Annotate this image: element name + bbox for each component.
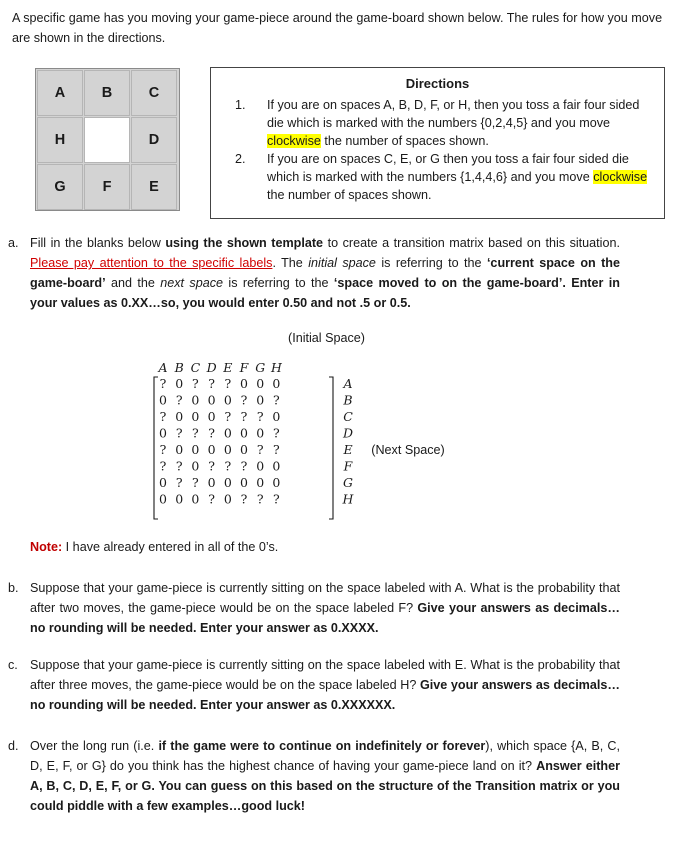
question-a — [8, 233, 620, 317]
matrix-cell: ? — [224, 458, 232, 474]
matrix-row-header: B — [343, 392, 353, 408]
matrix-cell: 0 — [207, 392, 216, 408]
board-cell-a: A — [37, 70, 83, 116]
matrix-cell: 0 — [159, 392, 167, 408]
matrix-cell: ? — [256, 442, 264, 457]
matrix-row-header: F — [343, 458, 353, 474]
question-c — [8, 655, 620, 719]
question-a-text: Fill in the blanks below using the shown template to create a transition matrix based on this situation. Please pay attention to the specific labels. The initial space is referring to the ‘current space on the game-board’ and the next space is referring to the ‘space moved to on the game-board’. Enter in your values as 0.XX…so, you would enter 0.50 and not .5 or 0.5. — [30, 236, 621, 310]
matrix-cell: ? — [273, 392, 280, 408]
matrix-cell: ? — [240, 392, 248, 408]
matrix-cell: 0 — [256, 376, 265, 391]
question-label: d. — [8, 739, 19, 753]
matrix-cell: 0 — [175, 442, 184, 457]
matrix-cell: ? — [175, 475, 183, 490]
matrix-row-header: C — [343, 409, 353, 424]
matrix-cell: 0 — [223, 392, 232, 408]
question-b-text: Suppose that your game-piece is currently sitting on the space labeled with A. What is the probability that after two moves, the game-piece would be on the space labeled F? Give your answers as decimals…no rounding will be needed. Enter your answer as 0.XXXX. — [30, 581, 620, 635]
matrix-cell: ? — [159, 442, 167, 457]
matrix-cell: 0 — [223, 442, 232, 457]
matrix-cell: 0 — [175, 376, 184, 391]
matrix-cell: 0 — [272, 376, 281, 391]
matrix-cell: 0 — [207, 442, 216, 457]
matrix-cell: ? — [159, 458, 167, 474]
matrix-cell: 0 — [240, 442, 248, 457]
matrix-cell: 0 — [191, 409, 200, 424]
matrix-col-header: B — [174, 360, 184, 375]
matrix-cell: ? — [256, 491, 264, 507]
matrix-cell: ? — [224, 409, 232, 424]
note-label: Note: — [30, 540, 63, 554]
directions-title: Directions — [405, 76, 470, 91]
matrix-cell: 0 — [207, 409, 216, 424]
question-b — [8, 578, 620, 642]
matrix-col-header: A — [158, 360, 168, 375]
directions-item-2 — [235, 150, 650, 204]
note — [30, 540, 278, 554]
next-space-label: (Next Space) — [371, 443, 445, 457]
directions-item-text: If you are on spaces A, B, D, F, or H, then you toss a fair four sided die which is marked with the numbers {0,2,4,5} and you move clockwise the number of spaces shown. — [267, 98, 640, 148]
matrix-cell: ? — [240, 491, 248, 507]
matrix-cell: 0 — [191, 458, 200, 474]
intro-text: A specific game has you moving your game-piece around the game-board shown below. The rules for how you move are shown in the directions. — [12, 11, 663, 45]
directions-list — [235, 96, 650, 204]
matrix-cell: ? — [208, 491, 215, 507]
matrix-cell: 0 — [175, 491, 184, 507]
matrix-row-header: G — [343, 475, 353, 490]
note-text: I have already entered in all of the 0’s. — [62, 540, 279, 554]
transition-matrix — [150, 356, 460, 526]
question-d-text: Over the long run (i.e. if the game were to continue on indefinitely or forever), which space {A, B, C, D, E, F, or G} do you think has the highest chance of having your game-piece land on it? Answer either A, B, C, D, E, F, or G. You can guess on this based on the structure of the Transition matrix or you could piddle with a few examples…good luck! — [30, 739, 620, 813]
matrix-cell: 0 — [256, 392, 265, 408]
board-cell-e: E — [131, 164, 177, 210]
matrix-cell: ? — [208, 425, 215, 441]
question-c-text: Suppose that your game-piece is currently sitting on the space labeled with E. What is the probability that after three moves, the game-piece would be on the space labeled H? Give your answers as decimals…no rounding will be needed. Enter your answer as 0.XXXXXX. — [30, 658, 620, 712]
matrix-cell: ? — [273, 425, 280, 441]
matrix-cell: ? — [192, 425, 199, 441]
matrix-cell: 0 — [207, 475, 216, 490]
board-cell-d: D — [131, 117, 177, 163]
matrix-cell: 0 — [223, 425, 232, 441]
matrix-cell: 0 — [223, 491, 232, 507]
matrix-cell: 0 — [256, 475, 265, 490]
matrix-col-header: F — [239, 360, 249, 375]
matrix-left-bracket — [154, 377, 158, 519]
matrix-cell: 0 — [159, 491, 167, 507]
directions-item-number: 2. — [235, 152, 246, 166]
matrix-cell: 0 — [256, 458, 265, 474]
question-label: a. — [8, 236, 19, 250]
directions-item-1 — [235, 96, 650, 150]
matrix-cell: 0 — [191, 491, 200, 507]
directions-item-number: 1. — [235, 98, 246, 112]
initial-space-label: (Initial Space) — [288, 331, 365, 345]
matrix-col-header: E — [223, 360, 233, 375]
matrix-cell: 0 — [175, 409, 184, 424]
matrix-cell: ? — [159, 409, 167, 424]
matrix-cell: ? — [273, 491, 280, 507]
directions-item-text: If you are on spaces C, E, or G then you toss a fair four sided die which is marked with the numbers {1,4,4,6} and you move clockwise the number of spaces shown. — [267, 152, 648, 202]
matrix-col-header: G — [255, 360, 266, 375]
matrix-cell: 0 — [240, 425, 248, 441]
matrix-cell: ? — [192, 376, 199, 391]
matrix-col-header: C — [190, 360, 201, 375]
board-cell-h: H — [37, 117, 83, 163]
question-d — [8, 736, 620, 820]
matrix-cell: ? — [208, 376, 215, 391]
matrix-cell: ? — [224, 376, 232, 391]
matrix-cell: ? — [240, 458, 248, 474]
matrix-cell: ? — [159, 376, 167, 391]
matrix-cell: 0 — [272, 409, 281, 424]
matrix-cell: 0 — [223, 475, 232, 490]
matrix-cell: 0 — [272, 475, 281, 490]
matrix-cell: ? — [175, 425, 183, 441]
matrix-cell: ? — [256, 409, 264, 424]
matrix-row-header: E — [343, 442, 353, 457]
question-label: c. — [8, 658, 18, 672]
highlight-clockwise: clockwise — [267, 134, 321, 148]
specific-labels-warning: Please pay attention to the specific labels — [30, 256, 273, 270]
matrix-row-header: H — [342, 491, 354, 507]
game-board — [35, 68, 180, 211]
matrix-cell: 0 — [240, 376, 248, 391]
board-center — [84, 117, 130, 163]
matrix-row-header: A — [343, 376, 353, 391]
matrix-cell: 0 — [191, 442, 200, 457]
matrix-col-header: D — [206, 360, 217, 375]
question-label: b. — [8, 581, 19, 595]
matrix-cell: 0 — [159, 475, 167, 490]
matrix-cell: 0 — [256, 425, 265, 441]
board-cell-f: F — [84, 164, 130, 210]
highlight-clockwise: clockwise — [593, 170, 648, 184]
board-cell-b: B — [84, 70, 130, 116]
directions-box — [210, 67, 665, 219]
matrix-cell: ? — [175, 392, 183, 408]
board-cell-c: C — [131, 70, 177, 116]
board-cell-g: G — [37, 164, 83, 210]
matrix-col-header: H — [270, 360, 282, 375]
matrix-row-header: D — [342, 425, 354, 441]
matrix-cell: ? — [240, 409, 248, 424]
matrix-cell: 0 — [240, 475, 248, 490]
matrix-cell: ? — [273, 442, 280, 457]
matrix-cell: 0 — [272, 458, 281, 474]
matrix-cell: 0 — [159, 425, 167, 441]
matrix-cell: ? — [175, 458, 183, 474]
matrix-right-bracket — [329, 377, 333, 519]
matrix-cell: 0 — [191, 392, 200, 408]
matrix-cell: ? — [192, 475, 199, 490]
matrix-cell: ? — [208, 458, 215, 474]
